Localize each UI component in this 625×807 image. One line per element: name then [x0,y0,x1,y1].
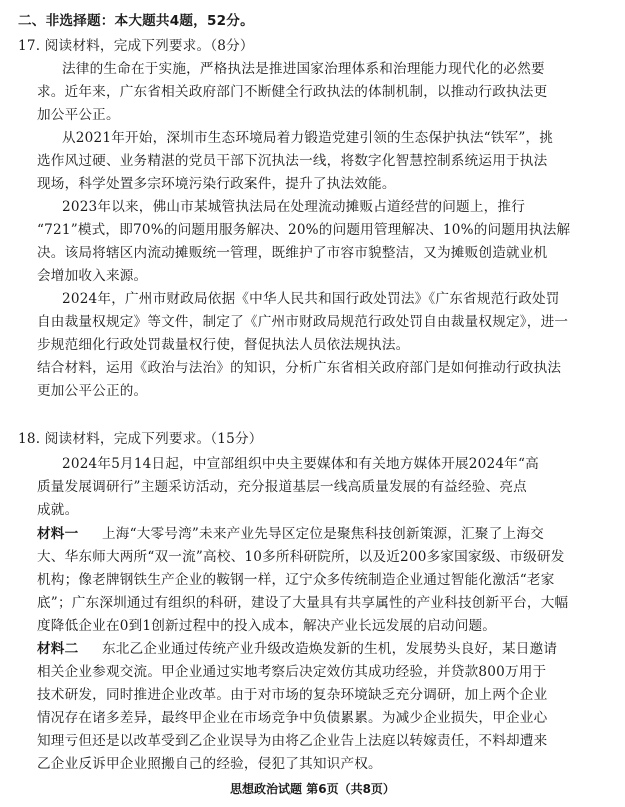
q18-intro-line: 质量发展调研行”主题采访活动，充分报道基层一线高质量发展的有益经验、亮点 [37,479,527,495]
q18-m2-line: 东北乙企业通过传统产业升级改造焕发新的生机，发展势头良好，某日邀请 [102,641,558,657]
q18-intro-line: 2024年5月14日起，中宣部组织中央主要媒体和有关地方媒体开展2024年“高 [62,456,539,472]
q17-p4-line: 自由裁量权规定》等文件，制定了《广州市财政局规范行政处罚自由裁量权规定》，进一 [37,314,569,330]
q18-m2-line: 技术研发，同时推进企业改革。由于对市场的复杂环境缺乏充分调研，加上两个企业 [37,687,548,703]
q17-p2-line: 从2021年开始，深圳市生态环境局着力锻造党建引领的生态保护执法“铁军”，挑 [62,130,554,146]
q17-p3-line: 2023年以来，佛山市某城管执法局在处理流动摊贩占道经营的问题上，推行 [62,199,525,215]
q17-p2-line: 现场，科学处置多宗环境污染行政案件，提升了执法效能。 [37,176,396,192]
q17-p4-line: 步规范细化行政处罚裁量权行使，督促执法人员依法规执法。 [37,337,410,353]
q18-m2-line: 相关企业参观交流。甲企业通过实地考察后决定效仿其成功经验，并贷款800万用于 [37,664,547,680]
q18-m2-line: 情况存在诸多差异，最终甲企业在市场竞争中负债累累。为减少企业损失，甲企业心 [37,710,548,726]
q18-m1-line: 底”；广东深圳通过有组织的科研，建设了大量具有共享属性的产业科技创新平台，大幅 [37,595,569,611]
q17-p1-line: 加公平公正。 [37,107,120,123]
q17-task-line: 结合材料，运用《政治与法治》的知识，分析广东省相关政府部门是如何推动行政执法 [37,360,562,376]
q17-title: 17. 阅读材料，完成下列要求。（8分） [18,38,254,54]
q18-m1-line: 机构；像老牌钢铁生产企业的鞍钢一样，辽宁众多传统制造企业通过智能化激活“老家 [37,572,555,588]
q18-material1-label: 材料一 [37,526,79,542]
q17-p4-line: 2024年，广州市财政局依据《中华人民共和国行政处罚法》《广东省规范行政处罚 [62,291,560,307]
q18-material2-label: 材料二 [37,641,79,657]
q18-m2-line: 乙企业反诉甲企业照搬自己的经验，侵犯了其知识产权。 [37,756,382,772]
q18-title: 18. 阅读材料，完成下列要求。（15分） [18,431,263,447]
q18-m2-line: 知理亏但还是以改革受到乙企业误导为由将乙企业告上法庭以转嫁责任，不料却遭来 [37,733,548,749]
section-heading: 二、非选择题：本大题共4题，52分。 [18,13,254,29]
q17-p1-line: 求。近年来，广东省相关政府部门不断健全行政执法的体制机制，以推动行政执法更 [37,84,548,100]
q17-p3-line: 决。该局将辖区内流动摊贩统一管理，既维护了市容市貌整洁，又为摊贩创造就业机 [37,245,548,261]
page-footer: 思想政治试题 第6页（共8页） [230,782,395,796]
q17-task-line: 更加公平公正的。 [37,383,148,399]
q18-m1-line: 度降低企业在0到1创新过程中的投入成本，解决产业长远发展的启动问题。 [37,618,497,634]
q18-m1-line: 大、华东师大两所“双一流”高校、10多所科研院所，以及近200多家国家级、市级研发 [37,549,565,565]
q17-p1-line: 法律的生命在于实施，严格执法是推进国家治理体系和治理能力现代化的必然要 [62,61,545,77]
q17-p2-line: 选作风过硬、业务精湛的党员干部下沉执法一线，将数字化智慧控制系统运用于执法 [37,153,548,169]
q17-p3-line: “721”模式，即70%的问题用服务解决、20%的问题用管理解决、10%的问题用执法解 [37,222,571,238]
q18-intro-line: 成就。 [37,502,79,518]
q17-p3-line: 会增加收入来源。 [37,268,148,284]
q18-m1-line: 上海“大零号湾”未来产业先导区定位是聚焦科技创新策源，汇聚了上海交 [102,526,544,542]
